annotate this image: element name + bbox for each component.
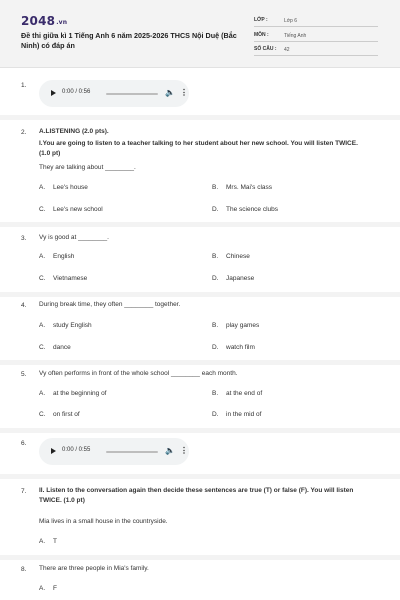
option-letter: D. <box>212 275 219 282</box>
question-text: Vy is good at ________. <box>39 234 109 241</box>
option-d[interactable] <box>212 206 278 213</box>
audio-time: 0:00 / 0:56 <box>62 89 91 95</box>
option-letter: D. <box>212 206 219 213</box>
option-text: play games <box>226 322 260 329</box>
question-count-label: SỐ CÂU : <box>254 46 277 52</box>
option-text: at the end of <box>226 390 263 397</box>
audio-time: 0:00 / 0:55 <box>62 447 91 453</box>
question-text: There are three people in Mia's family. <box>39 565 149 572</box>
option-d[interactable] <box>212 275 254 282</box>
option-letter: B. <box>212 184 219 191</box>
option-a[interactable] <box>39 322 92 329</box>
option-text: at the beginning of <box>53 390 107 397</box>
meta-subject <box>254 30 378 42</box>
option-text: Japanese <box>226 275 255 282</box>
option-text: F <box>53 585 57 592</box>
option-c[interactable] <box>39 275 87 282</box>
divider <box>0 292 400 297</box>
option-b[interactable] <box>212 184 272 191</box>
option-text: English <box>53 253 75 260</box>
divider <box>0 428 400 433</box>
logo-suffix: .vn <box>56 19 68 26</box>
meta-count <box>254 44 378 56</box>
divider <box>0 555 400 560</box>
play-icon[interactable] <box>51 448 56 454</box>
page-header <box>0 0 400 68</box>
volume-icon[interactable]: 🔈 <box>165 446 175 455</box>
divider <box>0 222 400 227</box>
option-b[interactable] <box>212 253 250 260</box>
option-c[interactable] <box>39 411 80 418</box>
option-letter: A. <box>39 322 46 329</box>
option-letter: B. <box>212 253 219 260</box>
option-a[interactable] <box>39 538 57 545</box>
option-letter: C. <box>39 411 46 418</box>
question-number: 3. <box>21 235 27 242</box>
option-text: in the mid of <box>226 411 262 418</box>
option-d[interactable] <box>212 344 255 351</box>
option-text: T <box>53 538 57 545</box>
section-instruction: II. Listen to the conversation again then decide these sentences are true (T) or false (F). You will listen TWICE. (1.0 pt) <box>39 487 354 504</box>
option-letter: C. <box>39 275 46 282</box>
option-letter: B. <box>212 390 219 397</box>
option-text: Mrs. Mai's class <box>226 184 273 191</box>
question-number: 1. <box>21 82 27 89</box>
option-letter: A. <box>39 390 46 397</box>
site-logo[interactable] <box>21 14 67 28</box>
question-number: 6. <box>21 440 27 447</box>
question-count-value: 42 <box>284 47 290 53</box>
question-text: During break time, they often ________ together. <box>39 301 181 308</box>
option-text: Lee's house <box>53 184 88 191</box>
option-letter: D. <box>212 411 219 418</box>
subject-label: MÔN : <box>254 32 269 38</box>
option-letter: A. <box>39 253 46 260</box>
option-text: on first of <box>53 411 80 418</box>
question-number: 7. <box>21 488 27 495</box>
question-number: 4. <box>21 302 27 309</box>
volume-icon[interactable]: 🔈 <box>165 88 175 97</box>
audio-progress-track[interactable] <box>106 451 158 453</box>
option-text: watch film <box>226 344 255 351</box>
class-value: Lớp 6 <box>284 18 298 24</box>
option-letter: C. <box>39 344 46 351</box>
option-letter: A. <box>39 538 46 545</box>
option-c[interactable] <box>39 206 103 213</box>
divider <box>0 474 400 479</box>
option-text: dance <box>53 344 71 351</box>
divider <box>0 360 400 365</box>
meta-class <box>254 15 378 27</box>
option-letter: D. <box>212 344 219 351</box>
option-text: study English <box>53 322 92 329</box>
play-icon[interactable] <box>51 90 56 96</box>
option-a[interactable] <box>39 184 88 191</box>
option-d[interactable] <box>212 411 261 418</box>
option-letter: C. <box>39 206 46 213</box>
audio-player[interactable] <box>39 438 189 465</box>
logo-text: 2048 <box>21 14 56 28</box>
option-text: Chinese <box>226 253 250 260</box>
class-label: LỚP : <box>254 17 268 23</box>
question-text: They are talking about ________. <box>39 164 136 171</box>
option-a[interactable] <box>39 585 57 592</box>
question-number: 5. <box>21 371 27 378</box>
more-vertical-icon[interactable]: ⋮ <box>180 446 188 455</box>
section-instruction: I.You are going to listen to a teacher talking to her student about her new school. You will listen TWICE. (1.0 pt) <box>39 140 358 157</box>
more-vertical-icon[interactable]: ⋮ <box>180 88 188 97</box>
option-text: Vietnamese <box>53 275 88 282</box>
option-b[interactable] <box>212 390 262 397</box>
option-letter: B. <box>212 322 219 329</box>
question-text: Vy often performs in front of the whole school ________ each month. <box>39 370 238 377</box>
section-heading: A.LISTENING (2.0 pts). <box>39 128 109 135</box>
audio-player[interactable] <box>39 80 189 107</box>
exam-title: Đề thi giữa kì 1 Tiếng Anh 6 năm 2025-2026 THCS Nội Duệ (Bắc Ninh) có đáp án <box>21 31 237 50</box>
question-text: Mia lives in a small house in the countryside. <box>39 518 168 525</box>
question-number: 2. <box>21 129 27 136</box>
option-letter: A. <box>39 184 46 191</box>
divider <box>0 115 400 120</box>
option-a[interactable] <box>39 253 74 260</box>
option-a[interactable] <box>39 390 107 397</box>
option-text: The science clubs <box>226 206 279 213</box>
subject-value: Tiếng Anh <box>284 33 307 39</box>
audio-progress-track[interactable] <box>106 93 158 95</box>
option-b[interactable] <box>212 322 259 329</box>
question-number: 8. <box>21 566 27 573</box>
option-text: Lee's new school <box>53 206 103 213</box>
option-c[interactable] <box>39 344 71 351</box>
option-letter: A. <box>39 585 46 592</box>
